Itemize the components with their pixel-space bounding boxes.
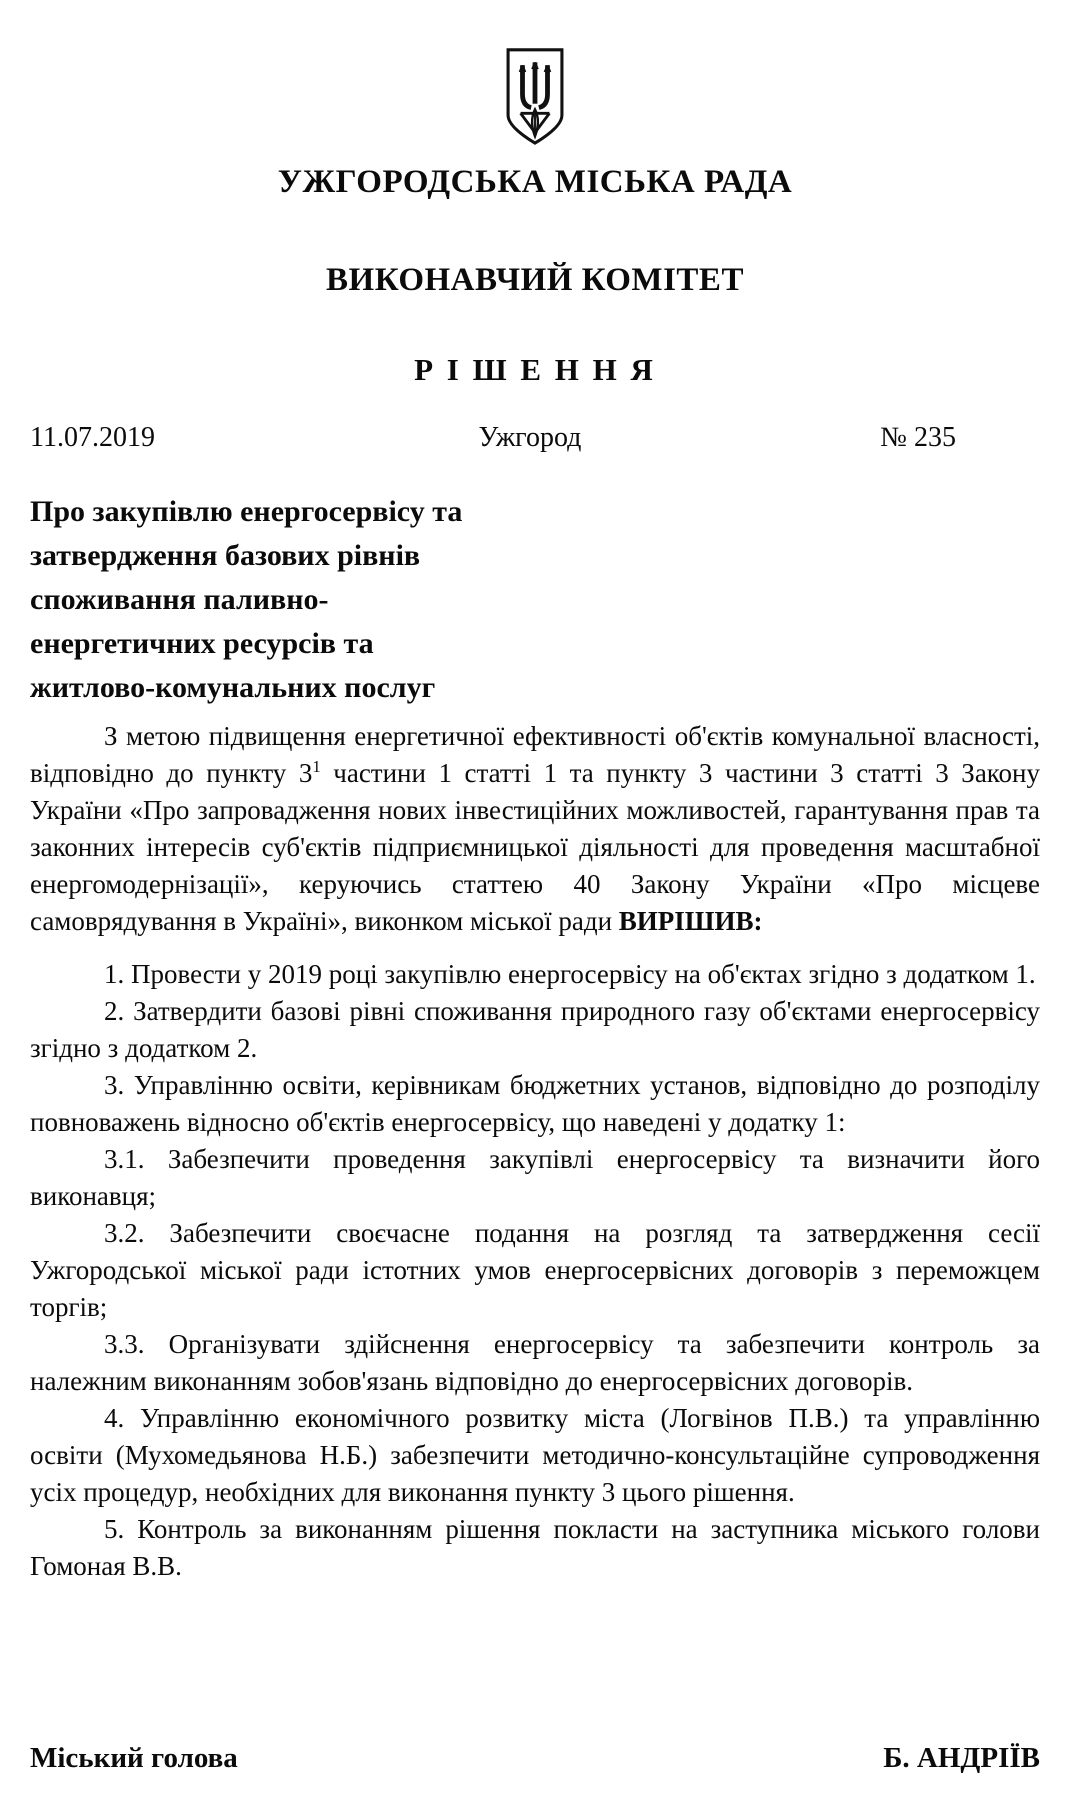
org-title: УЖГОРОДСЬКА МІСЬКА РАДА: [277, 164, 793, 200]
intro-paragraph: [30, 718, 1040, 940]
doc-date: 11.07.2019: [30, 421, 155, 453]
item-paragraph-5: 5. Контроль за виконанням рішення покласти на заступника міського голови Гомоная В.В.: [30, 1513, 1040, 1581]
committee-title: ВИКОНАВЧИЙ КОМІТЕТ: [326, 261, 744, 298]
resolved-word: ВИРІШИВ:: [618, 905, 763, 936]
item-paragraph-3: 3. Управлінню освіти, керівникам бюджетних установ, відповідно до розподілу повноважень відносно об'єктів енергосервісу, що наведені у додатку 1:: [30, 1069, 1040, 1137]
intro-text-before-sup: З метою підвищення енергетичної ефективності об'єктів комунальної власності, відповідно до пункту 3: [30, 720, 1040, 788]
doc-body: [30, 718, 1040, 1585]
item-paragraph-2: 2. Затвердити базові рівні споживання природного газу об'єктами енергосервісу згідно з додатком 2.: [30, 995, 1040, 1063]
item-paragraph-3-1: 3.1. Забезпечити проведення закупівлі енергосервісу та визначити його виконавця;: [30, 1143, 1040, 1211]
doc-number: № 235: [880, 421, 956, 453]
doc-city: Ужгород: [478, 421, 582, 453]
intro-superscript: 1: [312, 756, 321, 776]
item-paragraph-3-3: 3.3. Організувати здійснення енергосервісу та забезпечити контроль за належним виконанням зобов'язань відповідно до енергосервісних договорів.: [30, 1328, 1040, 1396]
signature-name: Б. АНДРІЇВ: [883, 1742, 1040, 1774]
item-paragraph-3-2: 3.2. Забезпечити своєчасне подання на розгляд та затвердження сесії Ужгородської міської ради істотних умов енергосервісних договорів з переможцем торгів;: [30, 1217, 1040, 1322]
ukraine-trident-icon: [500, 46, 570, 146]
item-paragraph-1: 1. Провести у 2019 році закупівлю енергосервісу на об'єктах згідно з додатком 1.: [104, 958, 1036, 989]
doc-subject: Про закупівлю енергосервісу та затвердження базових рівнів споживання паливно-енергетичних ресурсів та житлово-комунальних послуг: [30, 494, 463, 704]
item-paragraph-4: 4. Управлінню економічного розвитку міста (Логвінов П.В.) та управлінню освіти (Мухомедьянова Н.Б.) забезпечити методично-консультаційне супроводження усіх процедур, необхідних для виконання пункту 3 цього рішення.: [30, 1402, 1040, 1507]
emblem-container: [30, 46, 1040, 146]
dateline: [30, 422, 1040, 454]
signature-block: [30, 1742, 1040, 1775]
doc-type-title: Р І Ш Е Н Н Я: [414, 351, 656, 387]
signature-title: Міський голова: [30, 1742, 238, 1774]
intro-text-after-sup: частини 1 статті 1 та пункту 3 частини 3 статті 3 Закону України «Про запровадження нових інвестиційних можливостей, гарантування прав та законних інтересів суб'єктів підприємницької діяльності для проведення масштабної енергомодернізації», керуючись статтею 40 Закону України «Про місцеве самоврядування в Україні», виконком міської ради: [30, 757, 1040, 936]
